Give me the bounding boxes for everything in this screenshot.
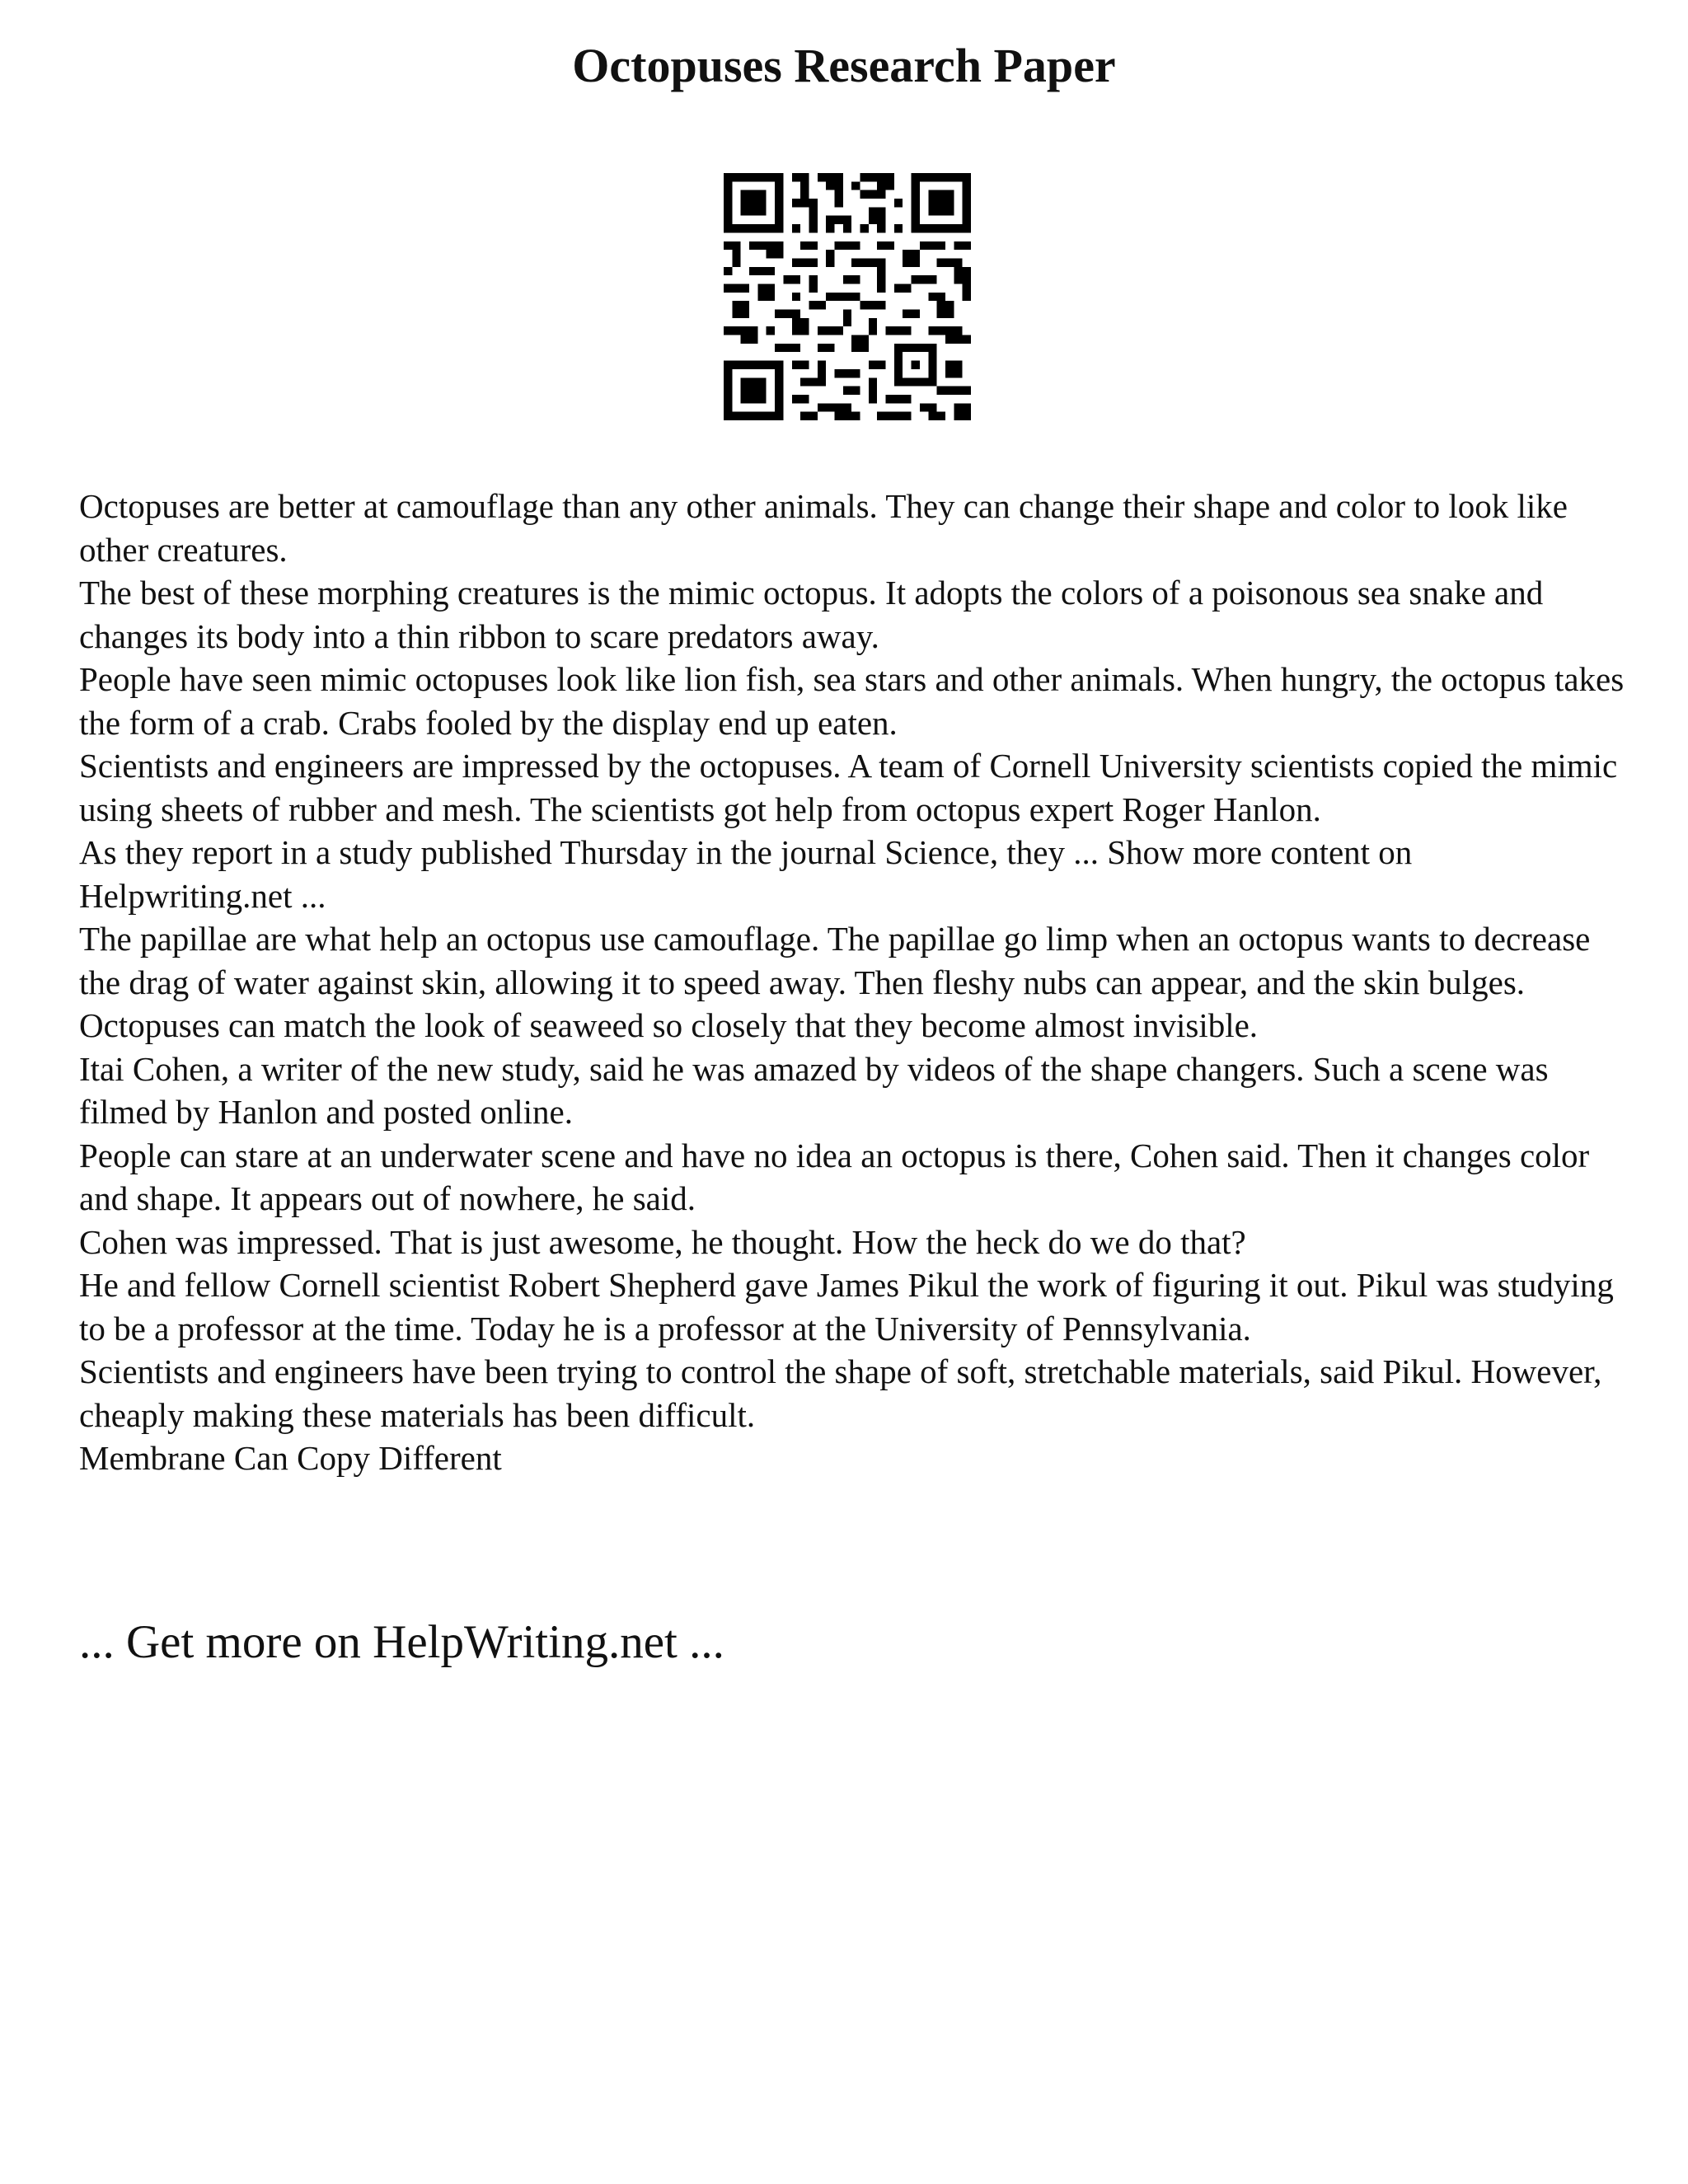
paragraph: People have seen mimic octopuses look like lion fish, sea stars and other animals. When hungry, the octopus takes the form of a crab. Crabs fooled by the display end up eaten.: [79, 660, 1625, 742]
paragraph: As they report in a study published Thursday in the journal Science, they ... Show more content on Helpwriting.net ...: [79, 833, 1413, 915]
qr-code-icon[interactable]: [724, 173, 971, 420]
paragraph: He and fellow Cornell scientist Robert Shepherd gave James Pikul the work of figuring it out. Pikul was studying to be a professor at the time. Today he is a professor at the University of Pennsylvania.: [79, 1266, 1614, 1347]
paragraph: Octopuses are better at camouflage than any other animals. They can change their shape and color to look like other creatures.: [79, 487, 1568, 569]
paragraph: The best of these morphing creatures is the mimic octopus. It adopts the colors of a poisonous sea snake and changes its body into a thin ribbon to scare predators away.: [79, 574, 1544, 655]
page-title: Octopuses Research Paper: [572, 39, 1116, 92]
paragraph: The papillae are what help an octopus use camouflage. The papillae go limp when an octopus wants to decrease the drag of water against skin, allowing it to speed away. Then fleshy nubs can appear, and the skin bulges. Octopuses can match the look of seaweed so closely that they become almost invisible.: [79, 920, 1591, 1044]
get-more-link[interactable]: ... Get more on HelpWriting.net ...: [79, 1616, 724, 1668]
paragraph: Membrane Can Copy Different: [79, 1439, 502, 1477]
paragraph: Scientists and engineers are impressed by the octopuses. A team of Cornell University scientists copied the mimic using sheets of rubber and mesh. The scientists got help from octopus expert Roger Hanlon.: [79, 747, 1618, 828]
paragraph: Cohen was impressed. That is just awesome, he thought. How the heck do we do that?: [79, 1222, 1246, 1261]
article-body: [79, 485, 1629, 1480]
paragraph: Scientists and engineers have been trying to control the shape of soft, stretchable materials, said Pikul. However, cheaply making these materials has been difficult.: [79, 1352, 1602, 1434]
paragraph: Itai Cohen, a writer of the new study, said he was amazed by videos of the shape changers. Such a scene was filmed by Hanlon and posted online.: [79, 1049, 1549, 1131]
paragraph: People can stare at an underwater scene and have no idea an octopus is there, Cohen said. Then it changes color and shape. It appears out of nowhere, he said.: [79, 1136, 1590, 1217]
